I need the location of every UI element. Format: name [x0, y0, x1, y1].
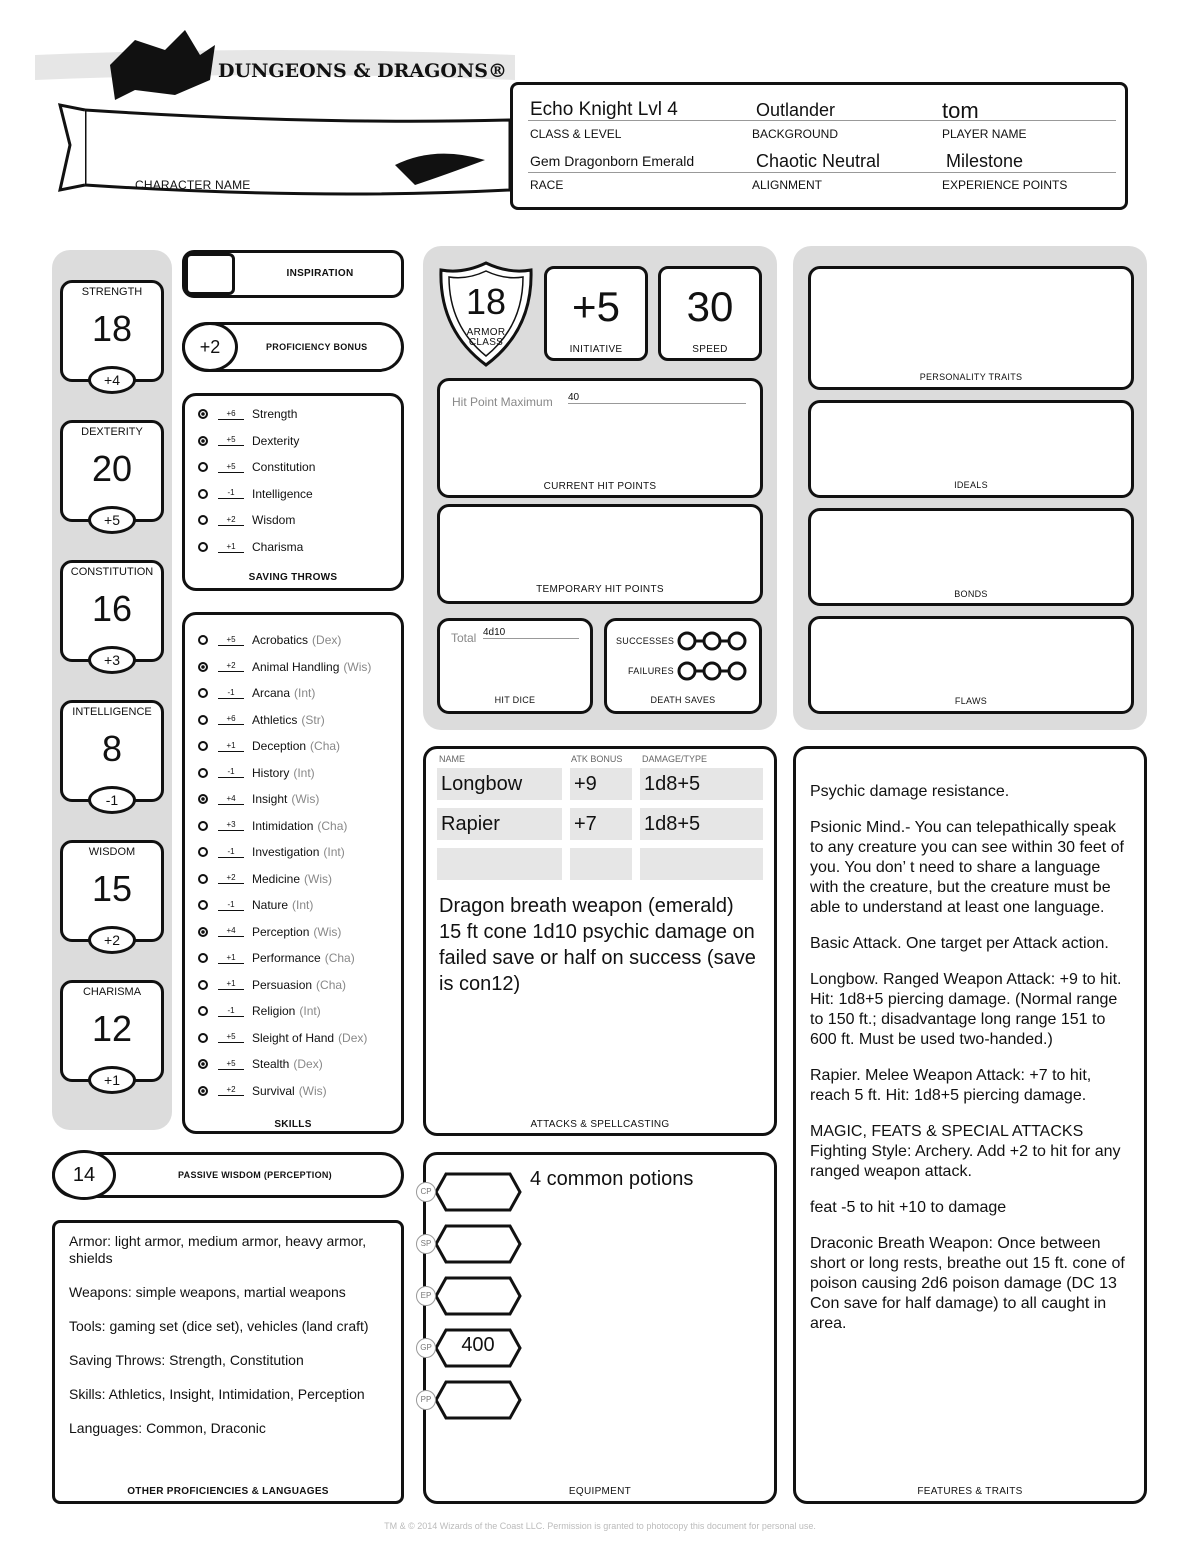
skill-proficiency-checkbox[interactable] — [198, 1059, 208, 1069]
skill-row-survival — [198, 1079, 327, 1103]
attacks-col-damage: DAMAGE/TYPE — [642, 754, 708, 764]
hit-dice-total-value[interactable]: 4d10 — [483, 627, 579, 639]
feature-paragraph: feat -5 to hit +10 to damage — [810, 1199, 1007, 1216]
skill-name: Animal Handling — [252, 659, 340, 674]
skill-modifier[interactable]: +5 — [218, 635, 244, 646]
skill-modifier[interactable]: -1 — [218, 688, 244, 699]
skill-row-athletics — [198, 708, 325, 732]
race-label: RACE — [530, 178, 564, 192]
inspiration-input[interactable] — [185, 253, 235, 295]
skill-row-investigation — [198, 840, 345, 864]
wisdom-modifier[interactable]: +2 — [88, 926, 136, 954]
charisma-score[interactable]: 12 — [91, 1008, 133, 1049]
skill-row-intimidation — [198, 814, 347, 838]
skill-modifier[interactable]: +2 — [218, 873, 244, 884]
skill-row-persuasion — [198, 973, 346, 997]
gp-coin-label: GP — [416, 1338, 436, 1358]
race-value[interactable]: Gem Dragonborn Emerald — [530, 153, 695, 169]
skill-name: History — [252, 765, 290, 780]
skill-proficiency-checkbox[interactable] — [198, 847, 208, 857]
background-value[interactable]: Outlander — [756, 100, 836, 120]
gp-coin-value[interactable]: 400 — [461, 1334, 495, 1356]
skill-name: Perception — [252, 924, 310, 939]
dexterity-score[interactable]: 20 — [91, 448, 133, 489]
saving-throws-list — [198, 402, 398, 562]
save-row-strength — [198, 402, 297, 426]
proficiency-label: PROFICIENCY BONUS — [266, 342, 368, 352]
proficiency-value[interactable]: +2 — [182, 322, 238, 372]
constitution-label: CONSTITUTION — [70, 566, 154, 578]
skill-modifier[interactable]: -1 — [218, 847, 244, 858]
proficiency-line: Tools: gaming set (dice set), vehicles (land craft) — [69, 1318, 369, 1334]
skill-proficiency-checkbox[interactable] — [198, 688, 208, 698]
save-name: Constitution — [252, 460, 316, 475]
skill-proficiency-checkbox[interactable] — [198, 768, 208, 778]
proficiency-line: Saving Throws: Strength, Constitution — [69, 1352, 304, 1368]
skill-row-performance — [198, 946, 355, 970]
successes-label: SUCCESSES — [616, 636, 675, 646]
success-1-checkbox — [679, 633, 695, 649]
attack-2-damage[interactable]: 1d8+5 — [640, 808, 763, 840]
skill-name: Insight — [252, 792, 288, 806]
skill-row-stealth — [198, 1052, 323, 1076]
intelligence-modifier[interactable]: -1 — [88, 786, 136, 814]
skill-ability: (Dex) — [312, 633, 342, 647]
header-banner — [15, 25, 535, 205]
save-row-intelligence — [198, 482, 313, 506]
skill-name: Deception — [252, 739, 307, 753]
skill-ability: (Wis) — [298, 1083, 327, 1098]
skills-title: SKILLS — [274, 1119, 312, 1130]
save-name: Dexterity — [252, 433, 300, 448]
save-name: Charisma — [252, 540, 304, 554]
death-save-circles — [676, 628, 748, 684]
death-saves-label: DEATH SAVES — [650, 695, 716, 705]
skill-modifier[interactable]: -1 — [218, 900, 244, 911]
skill-ability: (Wis) — [313, 924, 342, 939]
skill-name: Religion — [252, 1004, 296, 1018]
brand-logo: DUNGEONS & DRAGONS® — [218, 60, 508, 82]
armor-class-label: ARMOR CLASS — [466, 327, 506, 348]
skill-row-perception — [198, 920, 341, 944]
skill-row-history — [198, 761, 315, 785]
skill-modifier[interactable]: +1 — [218, 979, 244, 990]
skill-proficiency-checkbox[interactable] — [198, 927, 208, 937]
save-proficiency-checkbox[interactable] — [198, 436, 208, 446]
attack-2-name[interactable]: Rapier — [437, 808, 562, 840]
skill-proficiency-checkbox[interactable] — [198, 1006, 208, 1016]
features-text[interactable] — [810, 782, 1130, 1350]
skill-ability: (Wis) — [291, 792, 320, 806]
feature-paragraph: Rapier. Melee Weapon Attack: +7 to hit, reach 5 ft. Hit: 1d8+5 piercing damage. — [810, 1067, 1092, 1104]
skill-modifier[interactable]: +6 — [218, 714, 244, 725]
strength-score[interactable]: 18 — [91, 308, 133, 349]
skill-row-medicine — [198, 867, 332, 891]
intelligence-label: INTELLIGENCE — [72, 706, 152, 718]
skill-row-religion — [198, 999, 321, 1023]
charisma-label: CHARISMA — [82, 986, 142, 998]
save-proficiency-checkbox[interactable] — [198, 409, 208, 419]
skill-ability: (Cha) — [316, 977, 347, 992]
armor-class-value[interactable]: 18 — [465, 281, 507, 322]
dragon-logo-icon — [110, 30, 215, 100]
skill-modifier[interactable]: +1 — [218, 953, 244, 964]
skill-name: Investigation — [252, 845, 320, 859]
dexterity-modifier[interactable]: +5 — [88, 506, 136, 534]
skill-row-nature — [198, 893, 313, 917]
attack-1-bonus[interactable]: +9 — [570, 768, 632, 800]
skill-ability: (Dex) — [338, 1030, 368, 1045]
skill-name: Sleight of Hand — [252, 1030, 335, 1045]
speed-value[interactable]: 30 — [686, 283, 734, 330]
skill-proficiency-checkbox[interactable] — [198, 874, 208, 884]
sp-coin-label: SP — [416, 1234, 436, 1254]
class-level-label: CLASS & LEVEL — [530, 127, 622, 141]
skill-modifier[interactable]: +3 — [218, 820, 244, 831]
proficiency-line: Armor: light armor, medium armor, heavy armor, shields — [69, 1233, 367, 1266]
initiative-value[interactable]: +5 — [572, 283, 620, 330]
experience-value[interactable]: Milestone — [946, 151, 1024, 171]
attack-1-name[interactable]: Longbow — [437, 768, 562, 800]
skill-row-arcana — [198, 681, 315, 705]
passive-value[interactable]: 14 — [52, 1150, 116, 1200]
current-hp-label: CURRENT HIT POINTS — [543, 481, 657, 492]
alignment-label: ALIGNMENT — [752, 178, 823, 192]
inspiration-label: INSPIRATION — [286, 268, 354, 279]
proficiencies-text[interactable] — [69, 1233, 389, 1454]
proficiency-line: Languages: Common, Draconic — [69, 1420, 266, 1436]
hp-max-label: Hit Point Maximum — [452, 395, 553, 409]
feature-paragraph: Basic Attack. One target per Attack action. — [810, 935, 1109, 952]
attacks-title: ATTACKS & SPELLCASTING — [530, 1119, 670, 1130]
attacks-notes[interactable]: Dragon breath weapon (emerald) 15 ft cone 1d10 psychic damage on failed save or half on success (save is con12) — [439, 895, 756, 995]
cp-coin-frame — [432, 1170, 524, 1214]
skill-name: Nature — [252, 898, 289, 912]
character-name-label: CHARACTER NAME — [135, 178, 251, 192]
features-title: FEATURES & TRAITS — [917, 1486, 1023, 1497]
attacks-col-bonus: ATK BONUS — [571, 754, 623, 764]
skill-modifier[interactable]: +4 — [218, 926, 244, 937]
charisma-modifier[interactable]: +1 — [88, 1066, 136, 1094]
save-modifier[interactable]: +5 — [218, 462, 244, 473]
ideals-label: IDEALS — [954, 480, 988, 490]
save-modifier[interactable]: +6 — [218, 409, 244, 420]
save-row-dexterity — [198, 429, 299, 453]
pp-coin-label: PP — [416, 1390, 436, 1410]
save-proficiency-checkbox[interactable] — [198, 489, 208, 499]
skill-proficiency-checkbox[interactable] — [198, 1033, 208, 1043]
constitution-score[interactable]: 16 — [91, 588, 133, 629]
save-modifier[interactable]: +5 — [218, 435, 244, 446]
skill-proficiency-checkbox[interactable] — [198, 821, 208, 831]
skill-modifier[interactable]: +5 — [218, 1032, 244, 1043]
skill-proficiency-checkbox[interactable] — [198, 741, 208, 751]
save-proficiency-checkbox[interactable] — [198, 542, 208, 552]
ep-coin-frame — [432, 1274, 524, 1318]
skill-name: Intimidation — [252, 818, 314, 833]
failures-label: FAILURES — [628, 666, 674, 676]
skill-ability: (Int) — [323, 845, 345, 859]
skill-row-acrobatics — [198, 628, 341, 652]
hit-dice-label: HIT DICE — [494, 695, 536, 705]
player-name-label: PLAYER NAME — [942, 127, 1027, 141]
skill-modifier[interactable]: +4 — [218, 794, 244, 805]
skill-proficiency-checkbox[interactable] — [198, 794, 208, 804]
proficiency-line: Skills: Athletics, Insight, Intimidation, Perception — [69, 1386, 365, 1402]
skill-name: Survival — [252, 1083, 295, 1098]
save-modifier[interactable]: +1 — [218, 542, 244, 553]
strength-modifier[interactable]: +4 — [88, 366, 136, 394]
footer-copyright: TM & © 2014 Wizards of the Coast LLC. Permission is granted to photocopy this document for personal use. — [384, 1521, 816, 1531]
save-proficiency-checkbox[interactable] — [198, 515, 208, 525]
skills-list — [198, 628, 398, 1108]
initiative-label: INITIATIVE — [569, 344, 623, 355]
skill-name: Medicine — [252, 871, 301, 886]
skill-ability: (Int) — [294, 686, 316, 700]
class-level-value[interactable]: Echo Knight Lvl 4 — [530, 99, 678, 120]
feature-paragraph: MAGIC, FEATS & SPECIAL ATTACKS Fighting Style: Archery. Add +2 to hit for any ranged weapon attack. — [810, 1123, 1121, 1180]
skill-name: Arcana — [252, 686, 291, 700]
skill-ability: (Int) — [299, 1004, 321, 1018]
passive-label: PASSIVE WISDOM (PERCEPTION) — [178, 1170, 332, 1180]
skill-proficiency-checkbox[interactable] — [198, 900, 208, 910]
temp-hp-label: TEMPORARY HIT POINTS — [536, 584, 664, 595]
ep-coin-label: EP — [416, 1286, 436, 1306]
success-2-checkbox — [704, 633, 720, 649]
skill-modifier[interactable]: +5 — [218, 1059, 244, 1070]
constitution-modifier[interactable]: +3 — [88, 646, 136, 674]
intelligence-score[interactable]: 8 — [101, 728, 123, 769]
save-modifier[interactable]: -1 — [218, 488, 244, 499]
attack-3-name[interactable] — [437, 848, 562, 880]
alignment-value[interactable]: Chaotic Neutral — [756, 151, 881, 171]
hit-dice-total-label: Total — [451, 631, 477, 645]
save-row-wisdom — [198, 508, 295, 532]
save-name: Strength — [252, 407, 298, 421]
skill-row-sleight-of-hand — [198, 1026, 367, 1050]
skill-proficiency-checkbox[interactable] — [198, 715, 208, 725]
skill-ability: (Int) — [293, 765, 315, 780]
save-modifier[interactable]: +2 — [218, 515, 244, 526]
failure-3-checkbox — [729, 663, 745, 679]
save-row-charisma — [198, 535, 303, 559]
save-proficiency-checkbox[interactable] — [198, 462, 208, 472]
equipment-title: EQUIPMENT — [568, 1486, 632, 1497]
skill-row-deception — [198, 734, 340, 758]
skill-ability: (Cha) — [324, 951, 355, 965]
skill-modifier[interactable]: +2 — [218, 661, 244, 672]
dexterity-label: DEXTERITY — [81, 426, 143, 438]
background-label: BACKGROUND — [752, 127, 839, 141]
skill-proficiency-checkbox[interactable] — [198, 1086, 208, 1096]
personality-traits-label: PERSONALITY TRAITS — [919, 372, 1023, 382]
save-name: Wisdom — [252, 513, 296, 528]
skill-modifier[interactable]: -1 — [218, 1006, 244, 1017]
skill-name: Acrobatics — [252, 633, 309, 647]
skill-proficiency-checkbox[interactable] — [198, 953, 208, 963]
skill-ability: (Cha) — [317, 818, 348, 833]
skill-modifier[interactable]: -1 — [218, 767, 244, 778]
skill-proficiency-checkbox[interactable] — [198, 662, 208, 672]
feature-paragraph: Psychic damage resistance. — [810, 783, 1010, 800]
proficiencies-title: OTHER PROFICIENCIES & LANGUAGES — [127, 1486, 329, 1497]
saving-throws-title: SAVING THROWS — [248, 572, 338, 583]
skill-ability: (Cha) — [310, 739, 341, 753]
skill-name: Athletics — [252, 712, 298, 727]
skill-modifier[interactable]: +1 — [218, 741, 244, 752]
skill-ability: (Str) — [301, 712, 325, 727]
feature-paragraph: Longbow. Ranged Weapon Attack: +9 to hit. Hit: 1d8+5 piercing damage. (Normal range to 150 ft.; disadvantage long range 151 to 600 ft. Must be used two-handed.) — [810, 971, 1122, 1048]
skill-ability: (Dex) — [293, 1057, 323, 1071]
skill-ability: (Int) — [292, 898, 314, 912]
attacks-col-name: NAME — [439, 754, 466, 764]
skill-modifier[interactable]: +2 — [218, 1085, 244, 1096]
sp-coin-frame — [432, 1222, 524, 1266]
attack-1-damage[interactable]: 1d8+5 — [640, 768, 763, 800]
equipment-text[interactable]: 4 common potions — [530, 1168, 694, 1190]
player-name-value[interactable]: tom — [942, 98, 979, 123]
save-row-constitution — [198, 455, 315, 479]
skill-ability: (Wis) — [343, 659, 372, 674]
skill-name: Persuasion — [252, 977, 313, 992]
attack-3-bonus[interactable] — [570, 848, 632, 880]
attack-3-damage[interactable] — [640, 848, 763, 880]
flaws-label: FLAWS — [954, 696, 988, 706]
success-3-checkbox — [729, 633, 745, 649]
feature-paragraph: Draconic Breath Weapon: Once between short or long rests, breathe out 15 ft. cone of poison causing 2d6 poison damage (DC 13 Con save for half damage) to all caught in area. — [810, 1235, 1125, 1332]
speed-label: SPEED — [692, 344, 728, 355]
failure-1-checkbox — [679, 663, 695, 679]
failure-2-checkbox — [704, 663, 720, 679]
strength-label: STRENGTH — [81, 286, 143, 298]
wisdom-label: WISDOM — [88, 846, 136, 858]
experience-label: EXPERIENCE POINTS — [942, 178, 1068, 192]
pp-coin-frame — [432, 1378, 524, 1422]
skill-name: Stealth — [252, 1057, 290, 1071]
cp-coin-label: CP — [416, 1182, 436, 1202]
attack-2-bonus[interactable]: +7 — [570, 808, 632, 840]
bonds-label: BONDS — [954, 589, 988, 599]
wisdom-score[interactable]: 15 — [91, 868, 133, 909]
skill-ability: (Wis) — [304, 871, 333, 886]
skill-row-animal-handling — [198, 655, 371, 679]
skill-proficiency-checkbox[interactable] — [198, 980, 208, 990]
skill-row-insight — [198, 787, 319, 811]
skill-name: Performance — [252, 951, 321, 965]
proficiency-line: Weapons: simple weapons, martial weapons — [69, 1284, 346, 1300]
save-name: Intelligence — [252, 486, 313, 501]
feature-paragraph: Psionic Mind.- You can telepathically speak to any creature you can see within 30 feet of you. You don’ t need to share a language with the creature, but the creature must be able to understand at least one language. — [810, 819, 1124, 916]
skill-proficiency-checkbox[interactable] — [198, 635, 208, 645]
hp-max-value[interactable]: 40 — [568, 392, 746, 404]
